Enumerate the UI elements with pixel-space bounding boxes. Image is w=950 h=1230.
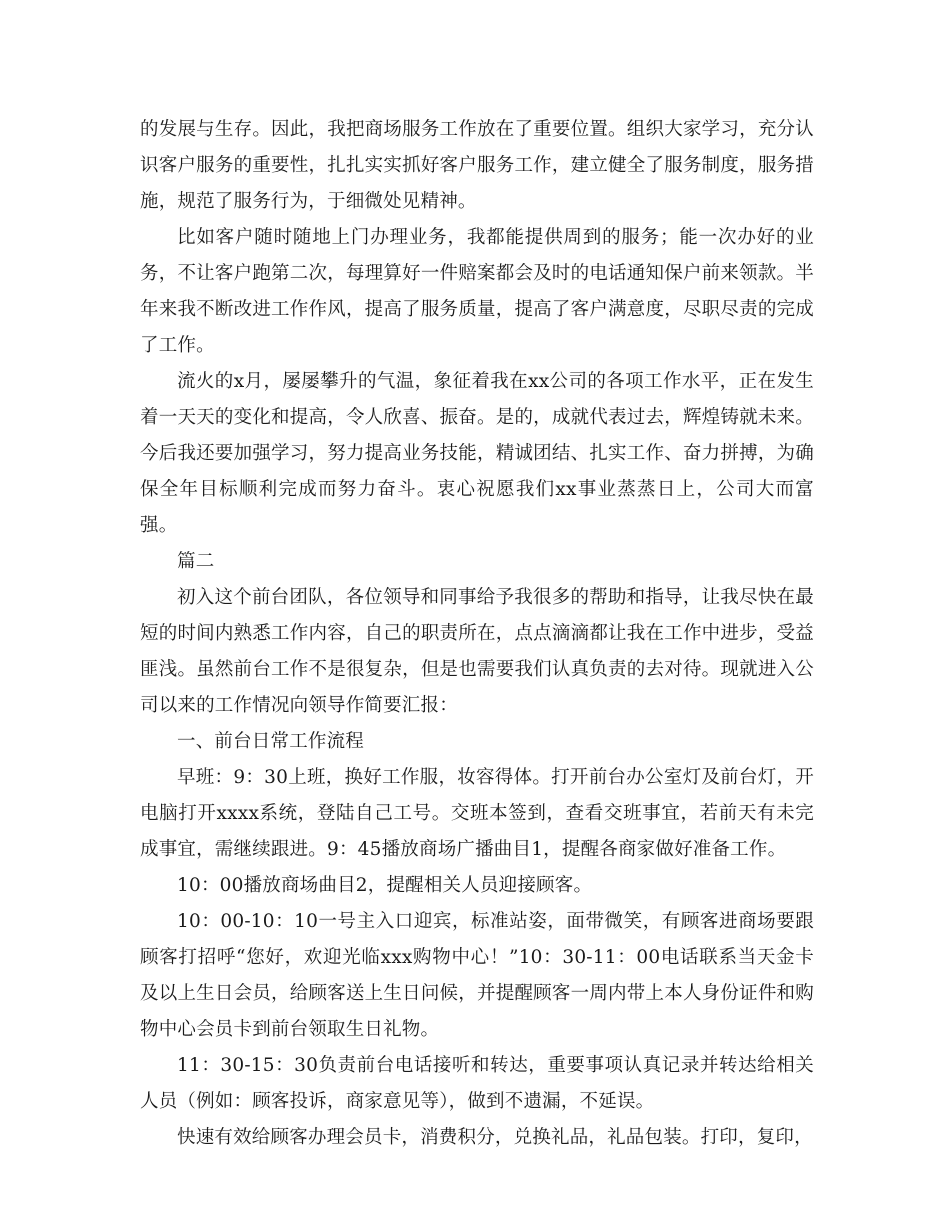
document-body: [140, 112, 814, 1156]
section-heading-part-two: 篇二: [177, 551, 215, 572]
section-heading-workflow: 一、前台日常工作流程: [177, 731, 365, 752]
paragraph-membership: 快速有效给顾客办理会员卡，消费积分，兑换礼品，礼品包装。打印，复印，: [177, 1127, 813, 1148]
paragraph-1: 的发展与生存。因此，我把商场服务工作放在了重要位置。组织大家学习，充分认识客户服务的重要性，扎扎实实抓好客户服务工作，建立健全了服务制度，服务措施，规范了服务行为，于细微处见精神。: [140, 119, 814, 212]
paragraph-5: 初入这个前台团队，各位领导和同事给予我很多的帮助和指导，让我尽快在最短的时间内熟悉工作内容，自己的职责所在，点点滴滴都让我在工作中进步，受益匪浅。虽然前台工作不是很复杂，但是也需要我们认真负责的去对待。现就进入公司以来的工作情况向领导作简要汇报：: [140, 587, 814, 716]
paragraph-1000: 10：00播放商场曲目2，提醒相关人员迎接顾客。: [177, 875, 593, 896]
paragraph-1000-1010: 10：00-10：10一号主入口迎宾，标准站姿，面带微笑，有顾客进商场要跟顾客打招呼“您好，欢迎光临xxx购物中心！”10：30-11：00电话联系当天金卡及以上生日会员，给顾客送上生日问候，并提醒顾客一周内带上本人身份证件和购物中心会员卡到前台领取生日礼物。: [140, 911, 814, 1040]
paragraph-1130-1530: 11：30-15：30负责前台电话接听和转达，重要事项认真记录并转达给相关人员（例如：顾客投诉，商家意见等），做到不遗漏，不延误。: [140, 1055, 814, 1112]
paragraph-3: 流火的x月，屡屡攀升的气温，象征着我在xx公司的各项工作水平，正在发生着一天天的变化和提高，令人欣喜、振奋。是的，成就代表过去，辉煌铸就未来。今后我还要加强学习，努力提高业务技能，精诚团结、扎实工作、奋力拼搏，为确保全年目标顺利完成而努力奋斗。衷心祝愿我们xx事业蒸蒸日上，公司大而富强。: [140, 371, 814, 536]
paragraph-morning-shift: 早班：9：30上班，换好工作服，妆容得体。打开前台办公室灯及前台灯，开电脑打开xxxx系统，登陆自己工号。交班本签到，查看交班事宜，若前天有未完成事宜，需继续跟进。9：45播放商场广播曲目1，提醒各商家做好准备工作。: [140, 767, 814, 860]
paragraph-2: 比如客户随时随地上门办理业务，我都能提供周到的服务；能一次办好的业务，不让客户跑第二次，每理算好一件赔案都会及时的电话通知保户前来领款。半年来我不断改进工作作风，提高了服务质量，提高了客户满意度，尽职尽责的完成了工作。: [140, 227, 814, 356]
